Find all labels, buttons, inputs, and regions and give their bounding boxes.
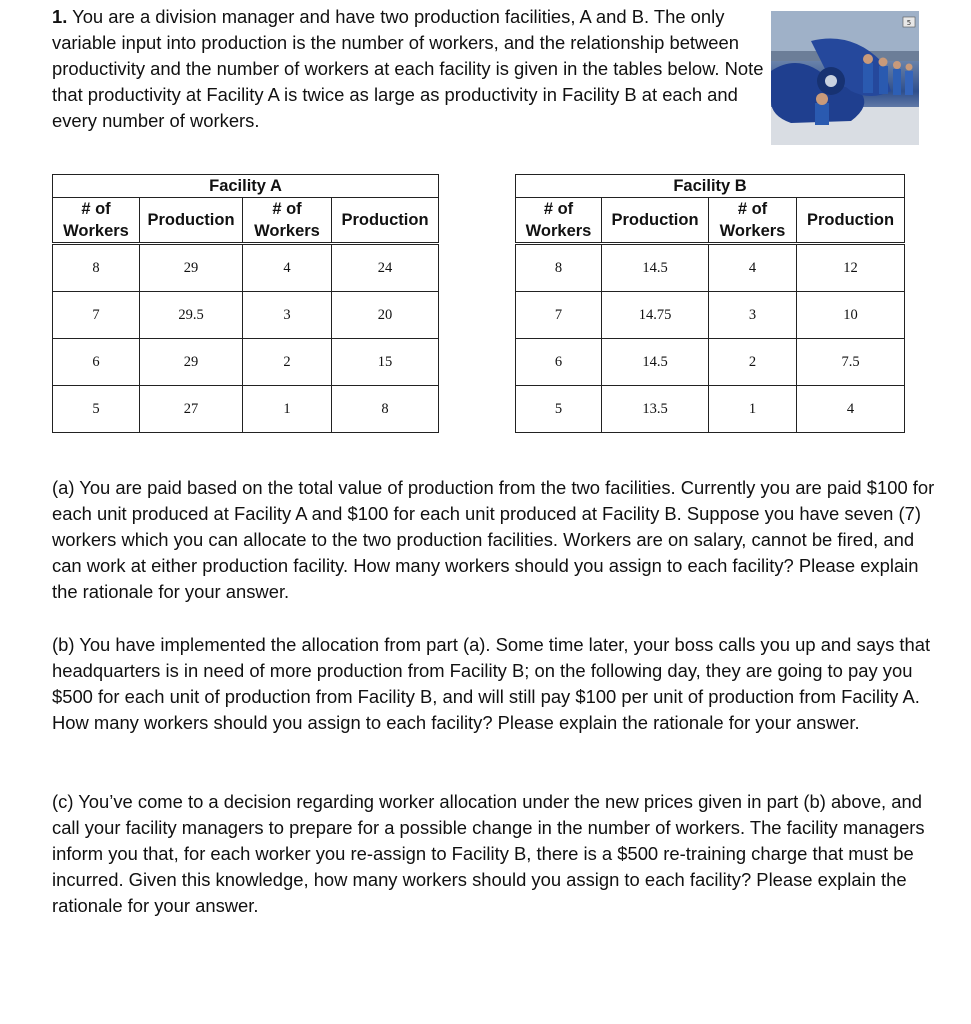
table-cell: 15 bbox=[332, 339, 439, 386]
header-workers: # of Workers bbox=[243, 198, 332, 244]
table-cell: 14.5 bbox=[602, 244, 709, 292]
header-workers: # of Workers bbox=[516, 198, 602, 244]
facility-a-table bbox=[52, 174, 439, 433]
table-cell: 2 bbox=[243, 339, 332, 386]
question-a: (a) You are paid based on the total value of production from the two facilities. Currently you are paid $100 for each unit produced at Facility A and $100 for each unit produced at Facility B. Suppose you have seven (7) workers which you can allocate to the two production facilities. Workers are on salary, cannot be fired, and can work at either production facility. How many workers should you assign to each facility? Please explain the rationale for your answer. bbox=[52, 477, 935, 602]
table-cell: 6 bbox=[53, 339, 140, 386]
table-cell: 10 bbox=[797, 292, 905, 339]
table-row bbox=[516, 339, 905, 386]
question-c: (c) You’ve come to a decision regarding worker allocation under the new prices given in part (b) above, and call your facility managers to prepare for a possible change in the number of workers. The facility managers inform you that, for each worker you re-assign to Facility B, there is a $500 re-training charge that must be incurred. Given this knowledge, how many workers should you assign to each facility? Please explain the rationale for your answer. bbox=[52, 791, 925, 916]
header-workers: # of Workers bbox=[709, 198, 797, 244]
table-cell: 6 bbox=[516, 339, 602, 386]
header-production: Production bbox=[140, 198, 243, 244]
table-cell: 12 bbox=[797, 244, 905, 292]
problem-intro-text: You are a division manager and have two production facilities, A and B. The only variable input into production is the number of workers, and the relationship between productivity and the number of workers at each facility is given in the tables below. Note that productivity at Facility A is twice as large as productivity in Facility B at each and every number of workers. bbox=[52, 6, 764, 131]
facility-b-table bbox=[515, 174, 905, 433]
problem-number: 1. bbox=[52, 6, 68, 27]
problem-intro bbox=[52, 4, 764, 134]
table-cell: 1 bbox=[243, 386, 332, 433]
table-cell: 3 bbox=[709, 292, 797, 339]
table-cell: 8 bbox=[516, 244, 602, 292]
table-cell: 7 bbox=[516, 292, 602, 339]
table-cell: 13.5 bbox=[602, 386, 709, 433]
header-production: Production bbox=[332, 198, 439, 244]
table-cell: 20 bbox=[332, 292, 439, 339]
table-cell: 8 bbox=[332, 386, 439, 433]
photo-sign-label: 5 bbox=[906, 19, 912, 27]
question-b: (b) You have implemented the allocation from part (a). Some time later, your boss calls you up and says that headquarters is in need of more production from Facility B; on the following day, they are going to pay you $500 for each unit of production from Facility B, and will still pay $100 per unit of production from Facility A. How many workers should you assign to each facility? Please explain the rationale for your answer. bbox=[52, 634, 931, 733]
table-row bbox=[53, 339, 439, 386]
table-cell: 7 bbox=[53, 292, 140, 339]
facility-a-title: Facility A bbox=[53, 175, 439, 198]
table-cell: 4 bbox=[797, 386, 905, 433]
table-cell: 8 bbox=[53, 244, 140, 292]
table-cell: 1 bbox=[709, 386, 797, 433]
table-cell: 29 bbox=[140, 244, 243, 292]
table-cell: 4 bbox=[243, 244, 332, 292]
table-cell: 14.5 bbox=[602, 339, 709, 386]
table-row bbox=[53, 244, 439, 292]
table-row bbox=[516, 386, 905, 433]
table-cell: 14.75 bbox=[602, 292, 709, 339]
facility-b-title: Facility B bbox=[516, 175, 905, 198]
table-cell: 5 bbox=[53, 386, 140, 433]
table-row bbox=[53, 292, 439, 339]
table-cell: 24 bbox=[332, 244, 439, 292]
header-production: Production bbox=[602, 198, 709, 244]
header-workers: # of Workers bbox=[53, 198, 140, 244]
table-row bbox=[53, 386, 439, 433]
table-row bbox=[516, 292, 905, 339]
table-cell: 7.5 bbox=[797, 339, 905, 386]
factory-photo bbox=[771, 11, 919, 145]
header-production: Production bbox=[797, 198, 905, 244]
table-cell: 3 bbox=[243, 292, 332, 339]
table-cell: 5 bbox=[516, 386, 602, 433]
table-cell: 29.5 bbox=[140, 292, 243, 339]
table-cell: 2 bbox=[709, 339, 797, 386]
table-cell: 4 bbox=[709, 244, 797, 292]
table-cell: 27 bbox=[140, 386, 243, 433]
table-row bbox=[516, 244, 905, 292]
table-cell: 29 bbox=[140, 339, 243, 386]
